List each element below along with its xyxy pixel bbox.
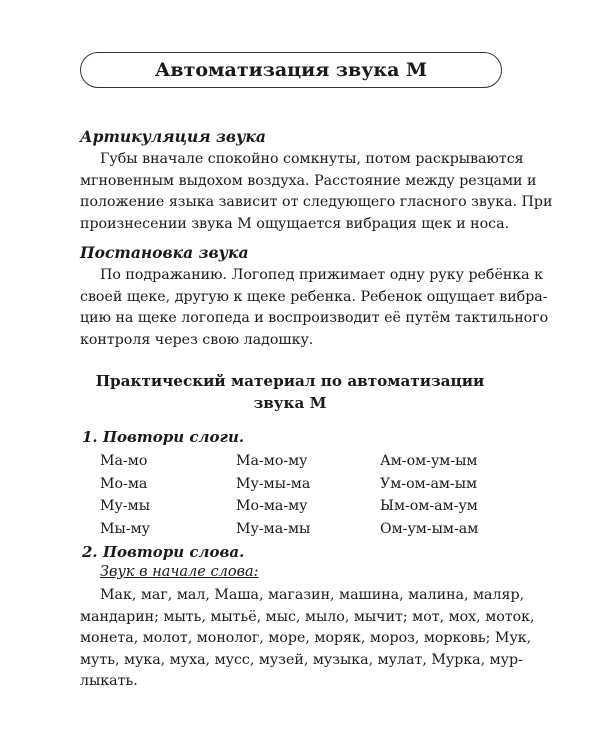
syllable-item: Му-ма-мы	[236, 520, 311, 537]
articulation-paragraph	[80, 149, 553, 235]
word-line: лыкать.	[80, 673, 138, 689]
setup-line: контроля через свою ладошку.	[80, 331, 314, 348]
syllable-column-2	[236, 450, 310, 540]
practical-heading-line2: звука М	[253, 394, 327, 412]
setup-line: своей щеке, другую к щеке ребенка. Ребенок ощущает вибра-	[80, 288, 548, 305]
practical-heading	[80, 370, 500, 414]
articulation-line: Губы вначале спокойно сомкнуты, потом раскрываются	[100, 151, 524, 167]
syllable-column-3	[380, 450, 478, 540]
syllable-column-1	[100, 450, 150, 540]
syllable-item: Ум-ом-ам-ым	[380, 475, 478, 492]
syllable-item: Ам-ом-ум-ым	[380, 453, 478, 469]
word-line: муть, мука, муха, мусс, музей, музыка, мулат, Мурка, мур-	[80, 651, 523, 668]
exercise2-heading: 2. Повтори слова.	[82, 543, 245, 561]
setup-heading: Постановка звука	[80, 243, 249, 262]
syllable-item: Ом-ум-ым-ам	[380, 520, 479, 537]
articulation-line: положение языка зависит от следующего гласного звука. При	[80, 194, 553, 210]
exercise2-subheading: Звук в начале слова:	[100, 564, 259, 580]
articulation-line: мгновенным выдохом воздуха. Расстояние между резцами и	[80, 172, 537, 189]
setup-paragraph	[80, 265, 549, 351]
word-line: Мак, маг, мал, Маша, магазин, машина, малина, маляр,	[100, 587, 525, 603]
syllable-item: Мо-ма-му	[236, 498, 308, 514]
syllable-item: Ым-ом-ам-ум	[380, 498, 478, 514]
word-line: мандарин; мыть, мытьё, мыс, мыло, мычит; мот, мох, моток,	[80, 608, 535, 625]
setup-line: цию на щеке логопеда и воспроизводит её путём тактильного	[80, 310, 549, 326]
page-title: Автоматизация звука М	[154, 59, 428, 81]
syllable-item: Ма-мо-му	[236, 453, 308, 469]
title-box	[80, 52, 502, 88]
syllable-item: Мы-му	[100, 520, 150, 537]
articulation-line: произнесении звука М ощущается вибрация щек и носа.	[80, 215, 510, 232]
word-line: монета, молот, монолог, море, моряк, мороз, морковь; Мук,	[80, 630, 532, 646]
syllable-item: Му-мы	[100, 498, 150, 514]
practical-heading-line1: Практический материал по автоматизации	[95, 372, 485, 390]
syllable-item: Му-мы-ма	[236, 475, 311, 492]
syllable-item: Мо-ма	[100, 475, 148, 492]
articulation-heading: Артикуляция звука	[80, 127, 266, 146]
exercise1-heading: 1. Повтори слоги.	[82, 428, 245, 446]
setup-line: По подражанию. Логопед прижимает одну руку ребёнка к	[100, 267, 544, 283]
exercise2-words	[80, 585, 535, 693]
syllable-item: Ма-мо	[100, 453, 148, 469]
